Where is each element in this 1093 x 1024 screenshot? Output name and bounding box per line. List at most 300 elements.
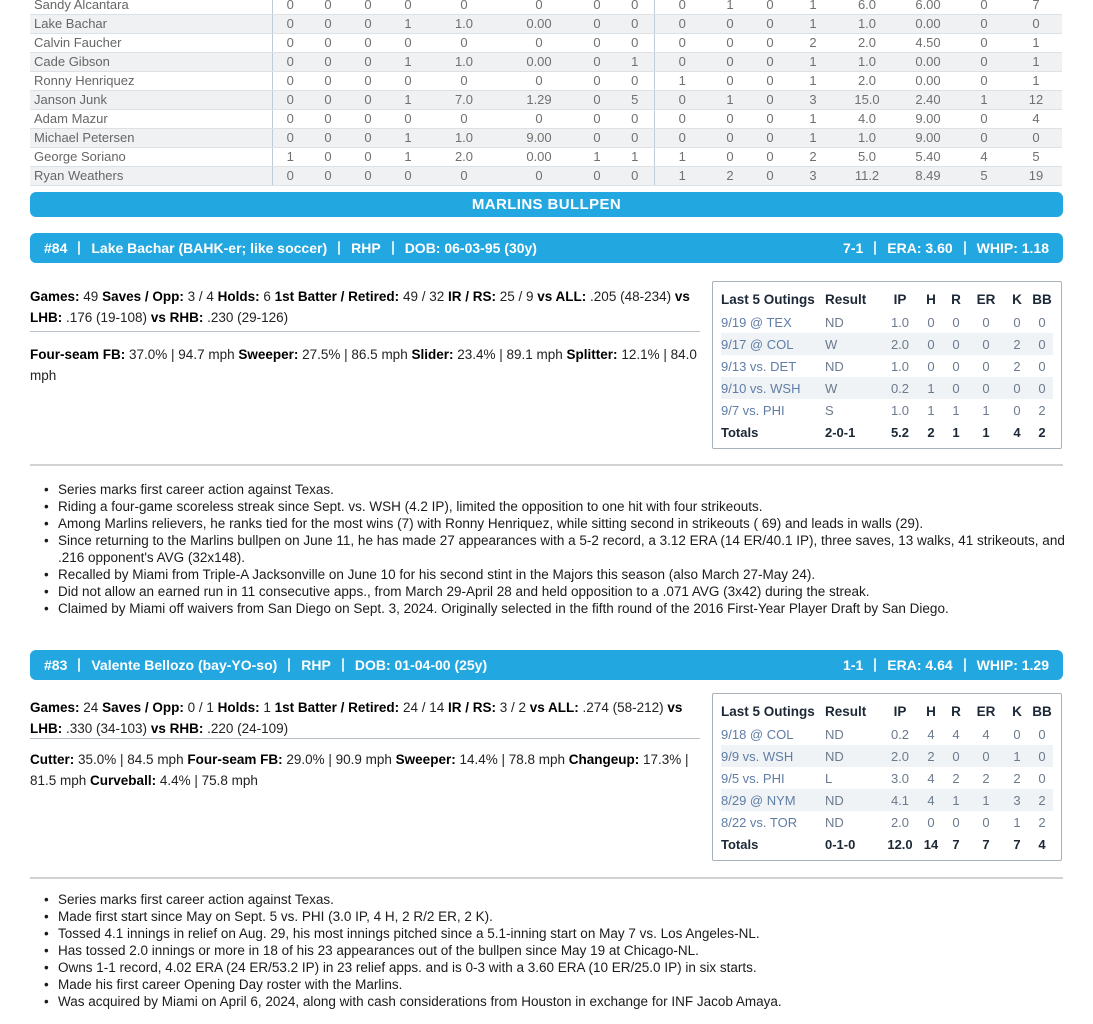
table-cell: 5.0 [836,147,898,166]
table-cell: 0 [616,109,654,128]
table-cell: 0 [578,52,616,71]
stat-label: Saves / Opp: [102,289,184,304]
table-cell: 0 [272,0,308,14]
table-row [30,0,1062,14]
table-cell: 4 [927,770,935,786]
table-cell: 1 [790,52,836,71]
table-cell: 1 [710,90,750,109]
table-cell: 1 [1010,71,1062,90]
table-cell: 0 [578,166,616,185]
table-cell: 0.00 [500,147,578,166]
stat-label: vs LHB: [30,700,683,736]
table-cell: 6.00 [898,0,958,14]
table-cell: 7.0 [428,90,500,109]
table-cell: 1 [272,147,308,166]
stat-label: Games: [30,700,80,715]
table-cell: 1 [616,147,654,166]
table-cell: Adam Mazur [30,109,272,128]
bullet-item: • Riding a four-game scoreless streak since Sept. vs. WSH (4.2 IP), limited the opposition to one hit with four strikeouts. [58,498,1070,515]
table-cell: 9/18 @ COL [721,726,794,742]
table-cell: 9/7 vs. PHI [721,402,785,418]
table-cell: 1 [578,147,616,166]
bullet-item: • Was acquired by Miami on April 6, 2024, along with cash considerations from Houston in exchange for INF Jacob Amaya. [58,993,1070,1010]
table-cell: 2.0 [836,33,898,52]
bachar-last5-box [712,281,1062,449]
bullet-item: • Made his first career Opening Day roster with the Marlins. [58,976,1070,993]
table-cell: 1 [790,71,836,90]
table-cell: 9/19 @ TEX [721,314,792,330]
last5-header-row [721,699,1053,723]
table-cell: 1.0 [836,14,898,33]
table-cell: 0 [654,0,710,14]
table-cell: 5.2 [890,424,910,440]
table-cell: Lake Bachar [30,14,272,33]
table-cell: 0 [952,748,960,764]
table-cell: 4 [927,726,935,742]
table-cell: 6.0 [836,0,898,14]
last5-body [721,311,1053,443]
stat-label: vs LHB: [30,289,690,325]
bullet-item: • Owns 1-1 record, 4.02 ERA (24 ER/53.2 IP) in 23 relief apps. and is 0-3 with a 3.60 ERA (10 ER/25.0 IP) in six starts. [58,959,1070,976]
table-cell: 0 [308,0,348,14]
stat-label: Slider: [411,347,454,362]
table-cell: 1 [654,166,710,185]
header-cell: BB [1032,291,1052,307]
table-cell: 0 [308,52,348,71]
header-cell: Last 5 Outings [721,703,815,719]
table-cell: 0 [710,33,750,52]
table-cell: 4.50 [898,33,958,52]
table-row [721,789,1053,811]
stat-value: 3 / 2 [496,700,530,715]
table-cell: 1 [790,0,836,14]
table-cell: 0 [927,358,935,374]
header-cell: IP [893,703,907,719]
table-cell: 0.2 [890,380,910,396]
header-segment: Valente Bellozo (bay-YO-so) [91,657,278,673]
table-row [721,421,1053,443]
table-cell: ND [825,314,844,330]
table-cell: 0 [958,0,1010,14]
table-cell: 0 [616,71,654,90]
table-cell: 1 [982,424,990,440]
table-cell: 0 [578,14,616,33]
table-cell: 9/5 vs. PHI [721,770,785,786]
table-cell: 4 [927,792,935,808]
header-cell: K [1012,291,1022,307]
table-cell: 11.2 [836,166,898,185]
table-row [721,333,1053,355]
stat-value: .176 (19-108) [62,310,151,325]
table-cell: 2.0 [890,814,910,830]
table-cell: 12.0 [887,836,913,852]
header-segment: DOB: 01-04-00 (25y) [354,657,488,673]
table-cell: 1 [388,90,428,109]
pipe-separator [78,241,80,255]
table-cell: 0 [348,52,388,71]
table-cell: 0 [710,14,750,33]
header-segment: #84 [44,240,68,256]
table-cell: Ronny Henriquez [30,71,272,90]
table-cell: 4 [1038,836,1046,852]
table-cell: 7 [1013,836,1021,852]
table-cell: 0 [654,90,710,109]
table-cell: 0 [654,109,710,128]
table-cell: 1 [952,424,960,440]
stat-label: Sweeper: [395,752,456,767]
table-cell: 2 [982,770,990,786]
table-cell: 0 [616,0,654,14]
bullet-item: • Tossed 4.1 innings in relief on Aug. 29, his most innings pitched since a 5.1-inning start on May 7 vs. Los Angeles-NL. [58,925,1070,942]
table-cell: 2.0 [890,336,910,352]
table-cell: 0 [388,166,428,185]
table-cell: 2 [1013,770,1021,786]
table-cell: 0 [952,336,960,352]
table-cell: 0 [952,380,960,396]
table-cell: 9.00 [500,128,578,147]
table-cell: 0 [750,14,790,33]
stat-value: .230 (29-126) [203,310,289,325]
table-cell: 0 [982,358,990,374]
table-cell: 0.00 [500,52,578,71]
table-cell: 0 [348,33,388,52]
table-cell: 1 [952,402,960,418]
pipe-separator [392,241,394,255]
stat-value: 14.4% | 78.8 mph [455,752,569,767]
stat-label: Cutter: [30,752,75,767]
table-cell: 4 [952,726,960,742]
table-row [30,109,1062,128]
stat-label: Games: [30,289,80,304]
header-segment: WHIP: 1.29 [976,657,1049,673]
last5-body [721,723,1053,855]
table-cell: 0 [308,14,348,33]
stat-value: 12.1% | 84.0 mph [30,347,697,383]
table-cell: 1 [616,52,654,71]
header-segment: 1-1 [843,657,864,673]
header-cell: Last 5 Outings [721,291,815,307]
table-cell: 2-0-1 [825,424,856,440]
stat-label: Splitter: [566,347,618,362]
table-cell: 0 [578,128,616,147]
table-cell: 0.00 [898,71,958,90]
player-header-left [44,240,537,256]
table-cell: 0 [308,128,348,147]
table-cell: 0 [388,0,428,14]
table-cell: 0 [348,109,388,128]
stat-value: 49 [79,289,103,304]
table-cell: 1 [1010,52,1062,71]
table-cell: 0 [500,109,578,128]
table-cell: 0 [654,128,710,147]
table-cell: 0 [927,314,935,330]
table-cell: 0 [388,71,428,90]
table-cell: 2 [952,770,960,786]
table-cell: ND [825,748,844,764]
table-cell: 15.0 [836,90,898,109]
header-segment: ERA: 4.64 [887,657,953,673]
table-cell: 0 [348,14,388,33]
table-cell: 2.0 [836,71,898,90]
table-cell: 0 [308,71,348,90]
table-cell: 0 [348,71,388,90]
table-cell: 1 [790,128,836,147]
table-cell: 0 [272,52,308,71]
table-cell: 2 [1013,336,1021,352]
table-cell: 19 [1010,166,1062,185]
table-cell: 1.0 [836,52,898,71]
table-cell: 0 [750,147,790,166]
table-cell: 5 [616,90,654,109]
table-cell: 3 [790,90,836,109]
table-cell: 2 [710,166,750,185]
table-cell: 0 [927,814,935,830]
table-row [721,745,1053,767]
stats-divider [30,738,700,739]
stat-label: vs RHB: [150,721,204,736]
table-cell: 4 [958,147,1010,166]
stat-value: 49 / 32 [399,289,448,304]
stat-label: vs ALL: [529,700,579,715]
table-cell: 1 [388,128,428,147]
header-cell: ER [976,703,996,719]
table-cell: 5 [958,166,1010,185]
table-cell: Calvin Faucher [30,33,272,52]
table-cell: 0 [654,14,710,33]
last5-header-row [721,287,1053,311]
pipe-separator [964,241,966,255]
table-cell: 1.0 [428,14,500,33]
table-cell: 2 [1038,424,1046,440]
table-cell: 0 [710,147,750,166]
table-cell: 0 [308,109,348,128]
table-cell: ND [825,792,844,808]
bullet-item: • Series marks first career action against Texas. [58,891,1070,908]
stat-value: .220 (24-109) [203,721,289,736]
header-cell: H [926,291,936,307]
stat-value: .205 (48-234) [586,289,675,304]
table-cell: 1 [982,402,990,418]
pipe-separator [874,241,876,255]
stat-value: 25 / 9 [496,289,538,304]
table-cell: 0 [750,33,790,52]
table-row [30,147,1062,166]
table-cell: 9/9 vs. WSH [721,748,794,764]
table-cell: 0 [958,52,1010,71]
roster-table-body [30,0,1062,185]
player-header-bachar [30,233,1063,263]
table-cell: 2 [1038,814,1046,830]
table-cell: 0 [982,336,990,352]
table-cell: 0 [616,128,654,147]
table-cell: 0 [1013,380,1021,396]
bellozo-last5-table [721,699,1053,855]
header-cell: Result [825,291,867,307]
table-cell: 0 [308,33,348,52]
header-cell: R [951,291,961,307]
table-cell: 1 [654,71,710,90]
table-cell: 9.00 [898,128,958,147]
table-cell: 0 [272,33,308,52]
table-cell: 1 [958,90,1010,109]
table-cell: 0 [272,14,308,33]
table-cell: ND [825,358,844,374]
table-cell: 2 [790,147,836,166]
table-cell: 0 [958,14,1010,33]
table-cell: 0 [578,71,616,90]
pipe-separator [338,241,340,255]
table-cell: 0 [1038,748,1046,764]
table-cell: 5.40 [898,147,958,166]
bullet-item: • Claimed by Miami off waivers from San Diego on Sept. 3, 2024. Originally selected in the fifth round of the 2016 First-Year Player Draft by San Diego. [58,600,1070,617]
table-cell: Michael Petersen [30,128,272,147]
stat-label: 1st Batter / Retired: [274,700,400,715]
table-cell: W [825,380,838,396]
table-cell: George Soriano [30,147,272,166]
table-cell: 5 [1010,147,1062,166]
stat-value: 27.5% | 86.5 mph [298,347,412,362]
table-cell: 2 [790,33,836,52]
bullet-item: • Recalled by Miami from Triple-A Jacksonville on June 10 for his second stint in the Majors this season (also March 27-May 24). [58,566,1070,583]
table-cell: 0 [388,109,428,128]
table-cell: 0 [1013,402,1021,418]
table-cell: 0 [500,71,578,90]
table-cell: 1.0 [428,52,500,71]
table-cell: 8/29 @ NYM [721,792,796,808]
stat-label: Holds: [217,700,260,715]
table-cell: 0 [348,90,388,109]
table-cell: 2 [927,748,935,764]
table-cell: 0 [958,128,1010,147]
table-cell: 8.49 [898,166,958,185]
stats-divider [30,331,700,332]
header-cell: H [926,703,936,719]
table-cell: 0 [348,147,388,166]
table-row [30,33,1062,52]
table-cell: Ryan Weathers [30,166,272,185]
table-cell: L [825,770,833,786]
stat-label: IR / RS: [447,289,496,304]
table-cell: 0 [272,128,308,147]
table-cell: 0 [578,90,616,109]
table-cell: 0 [1038,358,1046,374]
header-segment: Lake Bachar (BAHK-er; like soccer) [91,240,328,256]
table-cell: Cade Gibson [30,52,272,71]
pipe-separator [964,658,966,672]
table-cell: 0 [428,0,500,14]
table-cell: 1 [1010,33,1062,52]
stat-label: Changeup: [568,752,640,767]
header-segment: 7-1 [843,240,864,256]
table-cell: 8/22 vs. TOR [721,814,798,830]
table-cell: 1.0 [890,314,910,330]
table-cell: 0 [958,71,1010,90]
table-cell: 4 [1013,424,1021,440]
table-cell: 3.0 [890,770,910,786]
bellozo-usage-stats [30,697,714,739]
header-cell: IP [893,291,907,307]
stat-value: 35.0% | 84.5 mph [74,752,188,767]
table-cell: 0 [616,14,654,33]
table-cell: 0 [654,52,710,71]
stat-label: 1st Batter / Retired: [274,289,400,304]
stat-label: Four-seam FB: [30,347,126,362]
header-segment: DOB: 06-03-95 (30y) [404,240,537,256]
table-cell: 1.0 [836,128,898,147]
table-row [721,399,1053,421]
stat-label: vs RHB: [150,310,204,325]
pipe-separator [342,658,344,672]
stat-value: 24 / 14 [399,700,448,715]
table-cell: 0 [616,33,654,52]
bullet-item: • Did not allow an earned run in 11 consecutive apps., from March 29-April 28 and held opposition to a .071 AVG (3x42) during the streak. [58,583,1070,600]
table-cell: 0 [1013,314,1021,330]
table-cell: 0 [272,90,308,109]
table-cell: 0 [750,166,790,185]
stat-label: vs ALL: [537,289,587,304]
table-cell: 0 [750,128,790,147]
bullet-item: • Since returning to the Marlins bullpen on June 11, he has made 27 appearances with a 5-2 record, a 3.12 ERA (14 ER/40.1 IP), three saves, 13 walks, 41 strikeouts, and .216 opponent's AVG (32x148). [58,532,1070,566]
table-row [30,71,1062,90]
table-cell: 0 [500,0,578,14]
table-cell: 0 [578,33,616,52]
pipe-separator [288,658,290,672]
table-row [721,767,1053,789]
bachar-last5-table [721,287,1053,443]
stat-value: .330 (34-103) [62,721,151,736]
table-cell: 9/10 vs. WSH [721,380,801,396]
table-cell: 0 [958,109,1010,128]
bachar-pitch-mix [30,344,714,386]
table-cell: 0 [1038,380,1046,396]
table-cell: Janson Junk [30,90,272,109]
table-cell: 0.00 [898,14,958,33]
table-cell: 0 [750,0,790,14]
stat-value: 17.3% | 81.5 mph [30,752,689,788]
header-segment: #83 [44,657,68,673]
table-cell: 1 [654,147,710,166]
table-cell: 0 [428,33,500,52]
table-cell: 0 [308,90,348,109]
stat-label: Four-seam FB: [187,752,283,767]
table-cell: 0 [428,109,500,128]
section-divider [30,464,1063,466]
header-cell: K [1012,703,1022,719]
table-cell: 1.0 [890,358,910,374]
table-cell: 2 [1013,358,1021,374]
table-row [721,311,1053,333]
header-segment: RHP [301,657,331,673]
table-cell: 2 [1038,402,1046,418]
table-cell: 0.00 [500,14,578,33]
table-cell: 0 [348,166,388,185]
stat-label: Saves / Opp: [102,700,184,715]
table-cell: 0 [958,33,1010,52]
stat-label: Holds: [217,289,260,304]
table-row [30,128,1062,147]
table-cell: 0 [348,0,388,14]
table-row [721,723,1053,745]
table-cell: 0 [1038,770,1046,786]
table-cell: 1 [927,402,935,418]
table-cell: 0 [952,358,960,374]
stat-value: 3 / 4 [183,289,218,304]
table-cell: 4.1 [890,792,910,808]
table-cell: 0 [710,128,750,147]
table-cell: 1 [952,792,960,808]
table-cell: 0 [272,109,308,128]
section-divider [30,877,1063,879]
